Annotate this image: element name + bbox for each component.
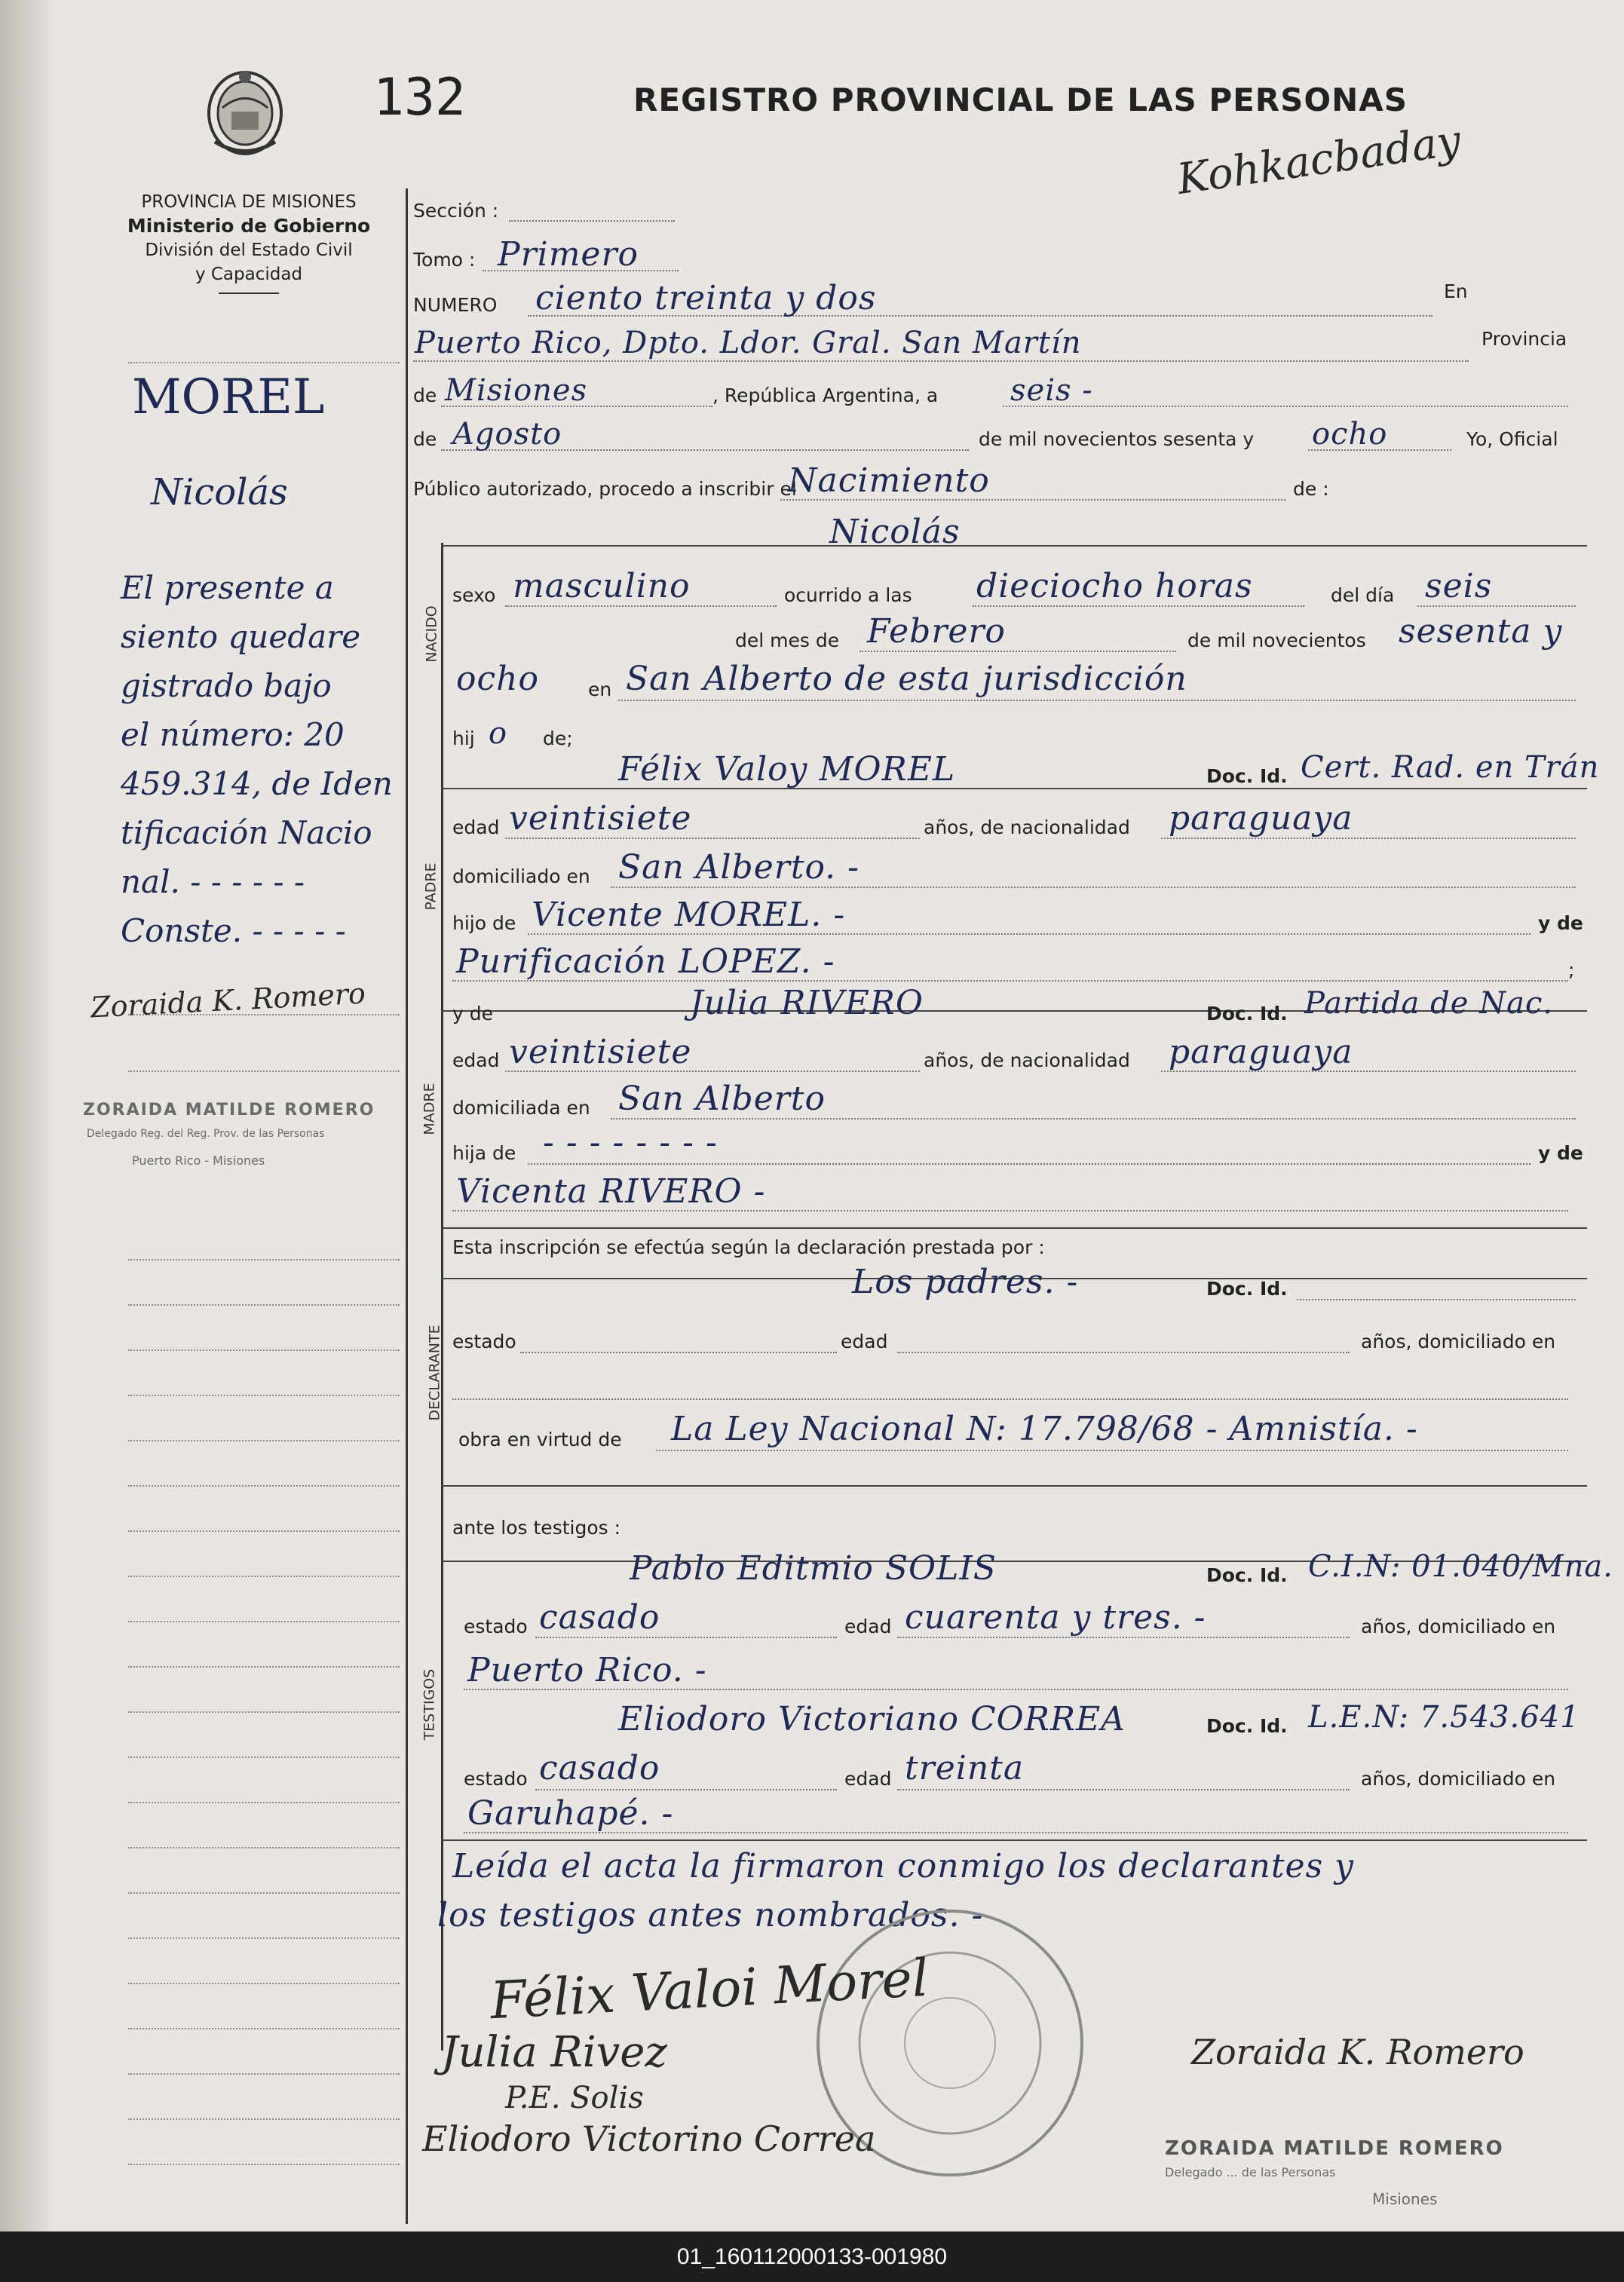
value-ley: La Ley Nacional N: 17.798/68 - Amnistía. -	[671, 1410, 1418, 1448]
section-divider	[441, 1485, 1587, 1487]
officer-initial-signature: Kohkacbaday	[1174, 115, 1464, 205]
closing-line-2: los testigos antes nombrados. -	[437, 1896, 984, 1934]
margin-rule	[128, 2118, 400, 2120]
label-y-de-madre2: y de	[1538, 1142, 1583, 1164]
registry-title: REGISTRO PROVINCIAL DE LAS PERSONAS	[633, 81, 1408, 118]
margin-note-line: nal. - - - - - -	[121, 863, 305, 900]
label-publico: Público autorizado, procedo a inscribir el	[413, 478, 797, 500]
section-divider	[441, 545, 1587, 547]
label-de2: de	[413, 428, 437, 450]
officer-stamp-name: ZORAIDA MATILDE ROMERO	[1165, 2137, 1504, 2160]
field-line	[1161, 838, 1576, 839]
field-line	[973, 605, 1304, 607]
margin-rule	[128, 362, 400, 363]
value-anio-nac-1: sesenta y	[1399, 612, 1563, 651]
province-line: PROVINCIA DE MISIONES	[141, 192, 357, 212]
label-y-de-madre: y de	[452, 1003, 493, 1025]
margin-given-name: Nicolás	[151, 471, 288, 513]
label-domiciliada: domiciliada en	[452, 1097, 590, 1119]
label-ocurrido: ocurrido a las	[784, 584, 912, 606]
margin-rule	[128, 1983, 400, 1984]
field-line	[611, 887, 1576, 888]
section-divider	[441, 788, 1587, 789]
value-acto: Nacimiento	[788, 461, 990, 500]
margin-rule	[128, 1937, 400, 1939]
label-seccion: Sección :	[413, 200, 499, 222]
officer-stamp-line2: Delegado ... de las Personas	[1165, 2165, 1336, 2179]
label-yo-oficial: Yo, Oficial	[1466, 428, 1558, 450]
margin-rule	[128, 2028, 400, 2029]
field-line	[618, 700, 1576, 701]
signature-oficial: Zoraida K. Romero	[1191, 2032, 1524, 2072]
division-line: División del Estado Civil	[145, 240, 353, 260]
label-ante: ante los testigos :	[452, 1517, 621, 1539]
folio-number: 132	[373, 68, 466, 127]
value-padre-nombre: Félix Valoy MOREL	[618, 750, 956, 789]
margin-officer-signature: Zoraida K. Romero	[90, 976, 366, 1025]
label-estado-testigo1: estado	[464, 1616, 528, 1637]
value-mes: Agosto	[452, 417, 562, 452]
value-abuelo-paterno: Vicente MOREL. -	[532, 896, 846, 934]
field-line	[413, 360, 1469, 362]
section-label-testigos: TESTIGOS	[421, 1668, 438, 1741]
label-doc-declarante: Doc. Id.	[1206, 1278, 1288, 1300]
label-sexo: sexo	[452, 584, 496, 606]
field-line	[656, 1450, 1568, 1451]
margin-stamp-line3: Puerto Rico - Misiones	[132, 1153, 265, 1168]
label-del-dia: del día	[1331, 584, 1395, 606]
field-line	[520, 1352, 837, 1353]
value-nombre: Nicolás	[829, 513, 961, 551]
section-label-declarante: DECLARANTE	[426, 1325, 443, 1421]
field-line	[859, 651, 1176, 652]
label-de-mil: de mil novecientos	[1187, 629, 1366, 651]
value-hijo-suffix: o	[489, 716, 508, 751]
value-testigo1-edad: cuarenta y tres. -	[905, 1598, 1206, 1637]
value-madre-edad: veintisiete	[509, 1033, 692, 1071]
value-testigo1-estado: casado	[539, 1598, 660, 1637]
value-padre-nac: paraguaya	[1169, 799, 1353, 838]
value-dia: seis -	[1010, 373, 1093, 408]
label-edad-padre: edad	[452, 816, 500, 838]
label-de-semicolon: de;	[543, 727, 573, 749]
field-line	[505, 605, 777, 607]
value-testigo2: Eliodoro Victoriano CORREA	[618, 1700, 1126, 1738]
margin-rule	[128, 1847, 400, 1849]
section-divider	[441, 1227, 1587, 1229]
value-hora: dieciocho horas	[976, 567, 1253, 605]
value-numero: ciento treinta y dos	[535, 279, 877, 317]
field-line	[535, 1789, 837, 1790]
section-label-nacido: NACIDO	[423, 605, 440, 663]
label-en2: en	[588, 678, 612, 700]
margin-rule	[128, 1349, 400, 1351]
field-line	[535, 1637, 837, 1638]
value-lugar: Puerto Rico, Dpto. Ldor. Gral. San Martín	[415, 326, 1082, 360]
value-testigo1-doc: C.I.N: 01.040/Mna.	[1308, 1549, 1613, 1584]
value-dia-nac: seis	[1425, 567, 1493, 605]
section-column-border	[441, 543, 443, 2051]
label-mil: de mil novecientos sesenta y	[979, 428, 1255, 450]
value-testigo2-edad: treinta	[905, 1749, 1025, 1787]
value-declarante: Los padres. -	[852, 1263, 1079, 1301]
margin-note-line: gistrado bajo	[121, 667, 332, 704]
margin-rule	[128, 1576, 400, 1577]
margin-rule	[128, 1259, 400, 1260]
label-provincia: Provincia	[1482, 328, 1567, 350]
margin-rule	[128, 1304, 400, 1306]
margin-note-line: El presente a	[121, 569, 334, 606]
value-anio-nac-2: ocho	[456, 660, 539, 698]
value-testigo2-dom: Garuhapé. -	[467, 1794, 674, 1833]
section-divider	[441, 1839, 1587, 1841]
officer-stamp-line3: Misiones	[1372, 2190, 1438, 2208]
section-label-padre: PADRE	[422, 862, 440, 911]
value-anio: ocho	[1312, 417, 1388, 452]
margin-note-line: siento quedare	[121, 618, 361, 655]
field-line	[1417, 605, 1576, 607]
label-en: En	[1444, 280, 1468, 302]
section-label-madre: MADRE	[421, 1083, 438, 1135]
margin-stamp-line2: Delegado Reg. del Reg. Prov. de las Personas	[87, 1128, 325, 1140]
margin-note-line: 459.314, de Iden	[121, 765, 393, 802]
value-testigo1: Pablo Editmio SOLIS	[630, 1549, 997, 1588]
label-anos-nac-padre: años, de nacionalidad	[924, 816, 1130, 838]
image-caption: 01_160112000133-001980	[0, 2231, 1624, 2282]
label-doc-testigo1: Doc. Id.	[1206, 1564, 1288, 1586]
value-mes-nac: Febrero	[867, 612, 1006, 651]
label-del-mes: del mes de	[735, 629, 840, 651]
margin-rule	[128, 2164, 400, 2165]
value-testigo2-doc: L.E.N: 7.543.641	[1308, 1700, 1580, 1735]
label-hija-de: hija de	[452, 1142, 516, 1164]
label-estado-declarante: estado	[452, 1331, 516, 1352]
value-padre-edad: veintisiete	[509, 799, 692, 838]
label-estado-testigo2: estado	[464, 1768, 528, 1790]
closing-line-1: Leída el acta la firmaron conmigo los declarantes y	[452, 1847, 1355, 1885]
value-sexo: masculino	[513, 567, 691, 605]
margin-rule	[128, 1071, 400, 1072]
label-edad-testigo2: edad	[844, 1768, 892, 1790]
ministry-header	[106, 190, 392, 294]
value-abuela-materna: Vicenta RIVERO -	[456, 1172, 766, 1211]
label-anos-dom-testigo1: años, domiciliado en	[1361, 1616, 1556, 1637]
value-lugar-nac: San Alberto de esta jurisdicción	[626, 660, 1187, 698]
value-abuela-paterna: Purificación LOPEZ. -	[456, 942, 835, 981]
value-madre-nac: paraguaya	[1169, 1033, 1353, 1071]
field-line	[611, 1118, 1576, 1120]
margin-rule	[128, 1802, 400, 1803]
value-padre-doc: Cert. Rad. en Trán	[1301, 750, 1600, 785]
field-line	[897, 1352, 1350, 1353]
margin-rule	[128, 1711, 400, 1713]
margin-note-line: Conste. - - - - -	[121, 912, 346, 949]
label-obra: obra en virtud de	[458, 1429, 622, 1450]
signature-padre: Félix Valoi Morel	[489, 1948, 930, 2032]
field-line	[528, 1163, 1531, 1165]
main-column-border	[406, 188, 408, 2224]
value-abuelo-materno: - - - - - - - -	[543, 1123, 718, 1162]
label-de3: de :	[1293, 478, 1329, 500]
field-line	[505, 838, 920, 839]
value-provincia: Misiones	[445, 373, 588, 408]
label-edad-madre: edad	[452, 1049, 500, 1071]
signature-madre: Julia Rivez	[441, 2028, 667, 2077]
label-tomo: Tomo :	[413, 249, 476, 271]
label-anos-dom-declarante: años, domiciliado en	[1361, 1331, 1556, 1352]
ministry-line: Ministerio de Gobierno	[127, 215, 371, 237]
label-edad-testigo1: edad	[844, 1616, 892, 1637]
label-anos-nac-madre: años, de nacionalidad	[924, 1049, 1130, 1071]
label-republica: , República Argentina, a	[712, 384, 939, 406]
margin-rule	[128, 1395, 400, 1396]
margin-rule	[128, 1892, 400, 1894]
margin-rule	[128, 1757, 400, 1758]
label-domiciliado-padre: domiciliado en	[452, 865, 590, 887]
margin-rule	[128, 1621, 400, 1622]
label-doc-madre: Doc. Id.	[1206, 1003, 1288, 1025]
label-de: de	[413, 384, 437, 406]
label-doc-padre: Doc. Id.	[1206, 765, 1288, 787]
margin-stamp-name: ZORAIDA MATILDE ROMERO	[83, 1101, 375, 1120]
margin-rule	[128, 1485, 400, 1487]
label-declaracion: Esta inscripción se efectúa según la declaración prestada por :	[452, 1236, 1045, 1258]
field-line	[897, 1789, 1350, 1790]
margin-rule	[128, 1666, 400, 1668]
signature-testigo1: P.E. Solis	[505, 2081, 644, 2115]
value-padre-dom: San Alberto. -	[618, 848, 860, 887]
label-semicolon: ;	[1568, 959, 1575, 981]
ministry-divider	[219, 293, 279, 294]
label-y-de-padre: y de	[1538, 912, 1583, 934]
value-tomo: Primero	[498, 235, 639, 274]
margin-surname: MOREL	[132, 369, 325, 425]
label-hijo-de: hijo de	[452, 912, 516, 934]
value-madre-nombre: Julia RIVERO	[690, 984, 924, 1022]
margin-rule	[128, 1440, 400, 1441]
label-numero: NUMERO	[413, 294, 498, 316]
margin-note-line: tificación Nacio	[121, 814, 372, 851]
label-anos-dom-testigo2: años, domiciliado en	[1361, 1768, 1556, 1790]
capacity-line: y Capacidad	[195, 265, 303, 284]
label-doc-testigo2: Doc. Id.	[1206, 1715, 1288, 1737]
binding-edge	[0, 0, 53, 2231]
value-madre-doc: Partida de Nac.	[1304, 986, 1554, 1021]
field-line	[452, 1398, 1568, 1400]
margin-note-line: el número: 20	[121, 716, 345, 753]
field-line	[897, 1637, 1350, 1638]
margin-rule	[128, 1530, 400, 1532]
provincial-crest-icon	[200, 66, 290, 157]
signature-testigo2: Eliodoro Victorino Correa	[422, 2118, 876, 2159]
value-madre-dom: San Alberto	[618, 1080, 826, 1118]
margin-rule	[128, 2073, 400, 2075]
field-line	[509, 220, 675, 222]
field-line	[1297, 1299, 1576, 1300]
label-hij: hij	[452, 727, 475, 749]
value-testigo1-dom: Puerto Rico. -	[467, 1651, 707, 1689]
label-edad-declarante: edad	[841, 1331, 888, 1352]
value-testigo2-estado: casado	[539, 1749, 660, 1787]
